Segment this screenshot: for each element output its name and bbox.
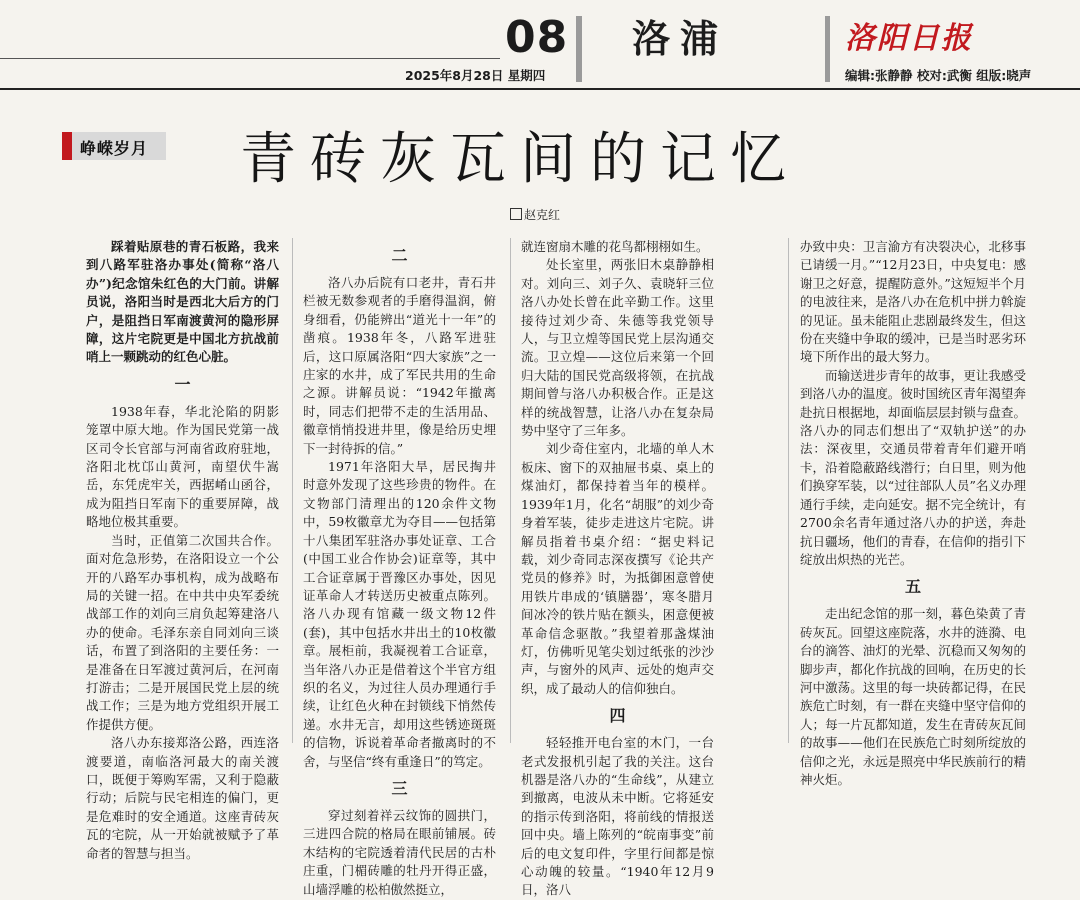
- article-column-2: [303, 238, 496, 899]
- byline: [510, 206, 560, 223]
- article-column-4: [800, 238, 1026, 789]
- section-name: 洛浦: [632, 17, 729, 61]
- column-rule: [292, 238, 293, 743]
- column-tag: [62, 132, 166, 160]
- section-heading: 一: [174, 374, 191, 394]
- column-tag-mark: [62, 132, 72, 160]
- header-divider: [576, 16, 582, 82]
- author-name: 赵克红: [524, 208, 561, 222]
- newspaper-logo: [845, 16, 1080, 62]
- header-rule: [0, 88, 1080, 90]
- article-column-1: [86, 238, 279, 863]
- paragraph: 而输送进步青年的故事，更让我感受到洛八办的温度。彼时国统区青年渴望奔赴抗日根据地，却面临层层封锁与盘查。洛八办的同志们想出了“双轨护送”的办法：深夜里，交通员带着青年们避开哨卡，沿着隐蔽路线潜行；白日里，则为他们换穿军装，以“过往部队人员”名义办理通行手续，走向延安。据不完全统计，有2700余名青年通过洛八办的护送，奔赴抗日疆场，他们的青春，在信仰的指引下绽放出炽热的光芒。: [800, 367, 1026, 567]
- section-heading: 五: [904, 577, 921, 597]
- column-rule: [510, 238, 511, 743]
- issue-date: 2025年8月28日 星期四: [405, 68, 546, 83]
- page-number: 08: [505, 12, 569, 63]
- section-heading: 二: [391, 246, 408, 265]
- article-title: 青砖灰瓦间的记忆: [240, 127, 800, 192]
- paragraph: 1938年春，华北沦陷的阴影笼罩中原大地。作为国民党第一战区司令长官部与河南省政府驻地，洛阳北枕邙山黄河，南望伏牛嵩岳，东凭虎牢关，西据崤山函谷，成为阻挡日军南下的重要屏障，战略地位极其重要。: [86, 403, 279, 530]
- paragraph: 穿过刻着祥云纹饰的圆拱门，三进四合院的格局在眼前铺展。砖木结构的宅院透着清代民居的古朴庄重，门楣砖雕的牡丹开得正盛，山墙浮雕的松柏傲然挺立，: [303, 807, 496, 897]
- lead-paragraph: 踩着贴原巷的青石板路，我来到八路军驻洛办事处(简称“洛八办”)纪念馆朱红色的大门前。讲解员说，洛阳当时是西北大后方的门户，是阻挡日军南渡黄河的隐形屏障，这片宅院更是中国北方抗战前哨上一颗跳动的红色心脏。: [86, 239, 279, 365]
- paragraph: 当时，正值第二次国共合作。面对危急形势，在洛阳设立一个公开的八路军办事机构，成为战略布局的关键一招。在中共中央军委统战部工作的刘向三肩负起筹建洛八办的使命。毛泽东亲自同刘向三谈话，布置了到洛阳的主要任务：一是准备在日军渡过黄河后，在河南打游击；二是开展国民党上层的统战工作；三是为地方党组织开展工作提供方便。: [86, 532, 279, 732]
- paragraph: 走出纪念馆的那一刻，暮色染黄了青砖灰瓦。回望这座院落，水井的涟漪、电台的滴答、油灯的光晕、沉稳而又匆匆的脚步声，都化作抗战的回响，在历史的长河中激荡。这里的每一块砖都记得，在民族危亡时刻，有一群在夹缝中坚守信仰的人；每一片瓦都知道，发生在青砖灰瓦间的故事——他们在民族危亡时刻所绽放的信仰之光，永远是照亮中华民族前行的精神火炬。: [800, 606, 1026, 787]
- paragraph: 洛八办东接郑洛公路，西连洛渡要道，南临洛河最大的南关渡口，既便于筹购军需，又利于隐蔽行动；后院与民宅相连的偏门，更是危难时的安全通道。这座青砖灰瓦的宅院，从一开始就被赋予了革命者的智慧与担当。: [86, 735, 279, 861]
- column-rule: [788, 238, 789, 743]
- paragraph-continued: 就连窗扇木雕的花鸟都栩栩如生。: [521, 239, 709, 254]
- paragraph: 处长室里，两张旧木桌静静相对。刘向三、刘子久、袁晓轩三位洛八办处长曾在此辛勤工作。这里接待过刘少奇、朱德等我党领导人，与卫立煌等国民党上层沟通交流。卫立煌——这位后来第一个回归大陆的国民党高级将领，在抗战期间曾与洛八办积极合作。正是这样的统战智慧，让洛八办在复杂局势中坚守了三年多。: [521, 257, 714, 439]
- byline-box-icon: [510, 208, 522, 220]
- editor-credits: 编辑:张静静 校对:武衡 组版:晓声: [845, 68, 1032, 83]
- header-left-rule: [0, 58, 500, 59]
- masthead-text: 洛阳日报: [845, 21, 973, 56]
- article-column-3: [521, 238, 714, 900]
- header-divider: [825, 16, 830, 82]
- paragraph: 轻轻推开电台室的木门，一台老式发报机引起了我的关注。这台机器是洛八办的“生命线”，从建立到撤离，电波从未中断。它将延安的指示传到洛阳，将前线的情报送回中央。墙上陈列的“皖南事变”前后的电文复印件，字里行间都是惊心动魄的较量。“1940年12月9日，洛八: [521, 735, 714, 898]
- paragraph: 1971年洛阳大旱，居民掏井时意外发现了这些珍贵的物件。在文物部门清理出的120余件文物中，59枚徽章尤为夺目——包括第十八集团军驻洛办事处证章、工合(中国工业合作协会)证章等，其中工合证章属于晋豫区办事处，因见证革命人才转送历史被重点陈列。洛八办现有馆藏一级文物12件(套)，其中包括水井出土的10枚徽章。展柜前，我凝视着工合证章，当年洛八办正是借着这个半官方组织的名义，为过往人员办理通行手续，让红色火种在封锁线下悄然传递。水井无言，却用这些锈迹斑斑的信物，诉说着革命者撤离时的不舍，与坚信“终有重逢日”的笃定。: [303, 459, 496, 769]
- paragraph: 洛八办后院有口老井，青石井栏被无数参观者的手磨得温润，俯身细看，仍能辨出“道光十一年”的凿痕。1938年冬，八路军进驻后，这口原属洛阳“四大家族”之一庄家的水井，成了军民共用的生命之源。讲解员说：“1942年撤离时，同志们把带不走的生活用品、徽章悄悄投进井里，像是给历史埋下一封待拆的信。”: [303, 275, 496, 456]
- paragraph-continued: 办致中央：卫言渝方有决裂决心，北移事已请缓一月。”“12月23日，中央复电：感谢卫之好意，提醒防意外。”这短短半个月的电波往来，是洛八办在危机中拼力斡旋的见证。虽未能阻止悲剧最终发生，但这份在夹缝中争取的缓冲，已是当时恶劣环境下所作出的最大努力。: [800, 239, 1026, 365]
- section-heading: 三: [391, 778, 408, 798]
- section-heading: 四: [609, 706, 626, 726]
- column-tag-label: 峥嵘岁月: [80, 139, 149, 158]
- paragraph: 刘少奇住室内，北墙的单人木板床、窗下的双抽屉书桌、桌上的煤油灯，都保持着当年的模样。1939年1月，化名“胡服”的刘少奇身着军装，徒步走进这片宅院。讲解员指着书桌介绍：“据史料记载，刘少奇同志深夜撰写《论共产党员的修养》时，为抵御困意曾使用铁片串成的‘镇膳器’，寒冬腊月间冰冷的铁片贴在额头，困意便被革命信念驱散。”我望着那盏煤油灯，仿佛听见笔尖划过纸张的沙沙声，与窗外的风声、远处的炮声交织，成了最动人的信仰独白。: [521, 441, 714, 696]
